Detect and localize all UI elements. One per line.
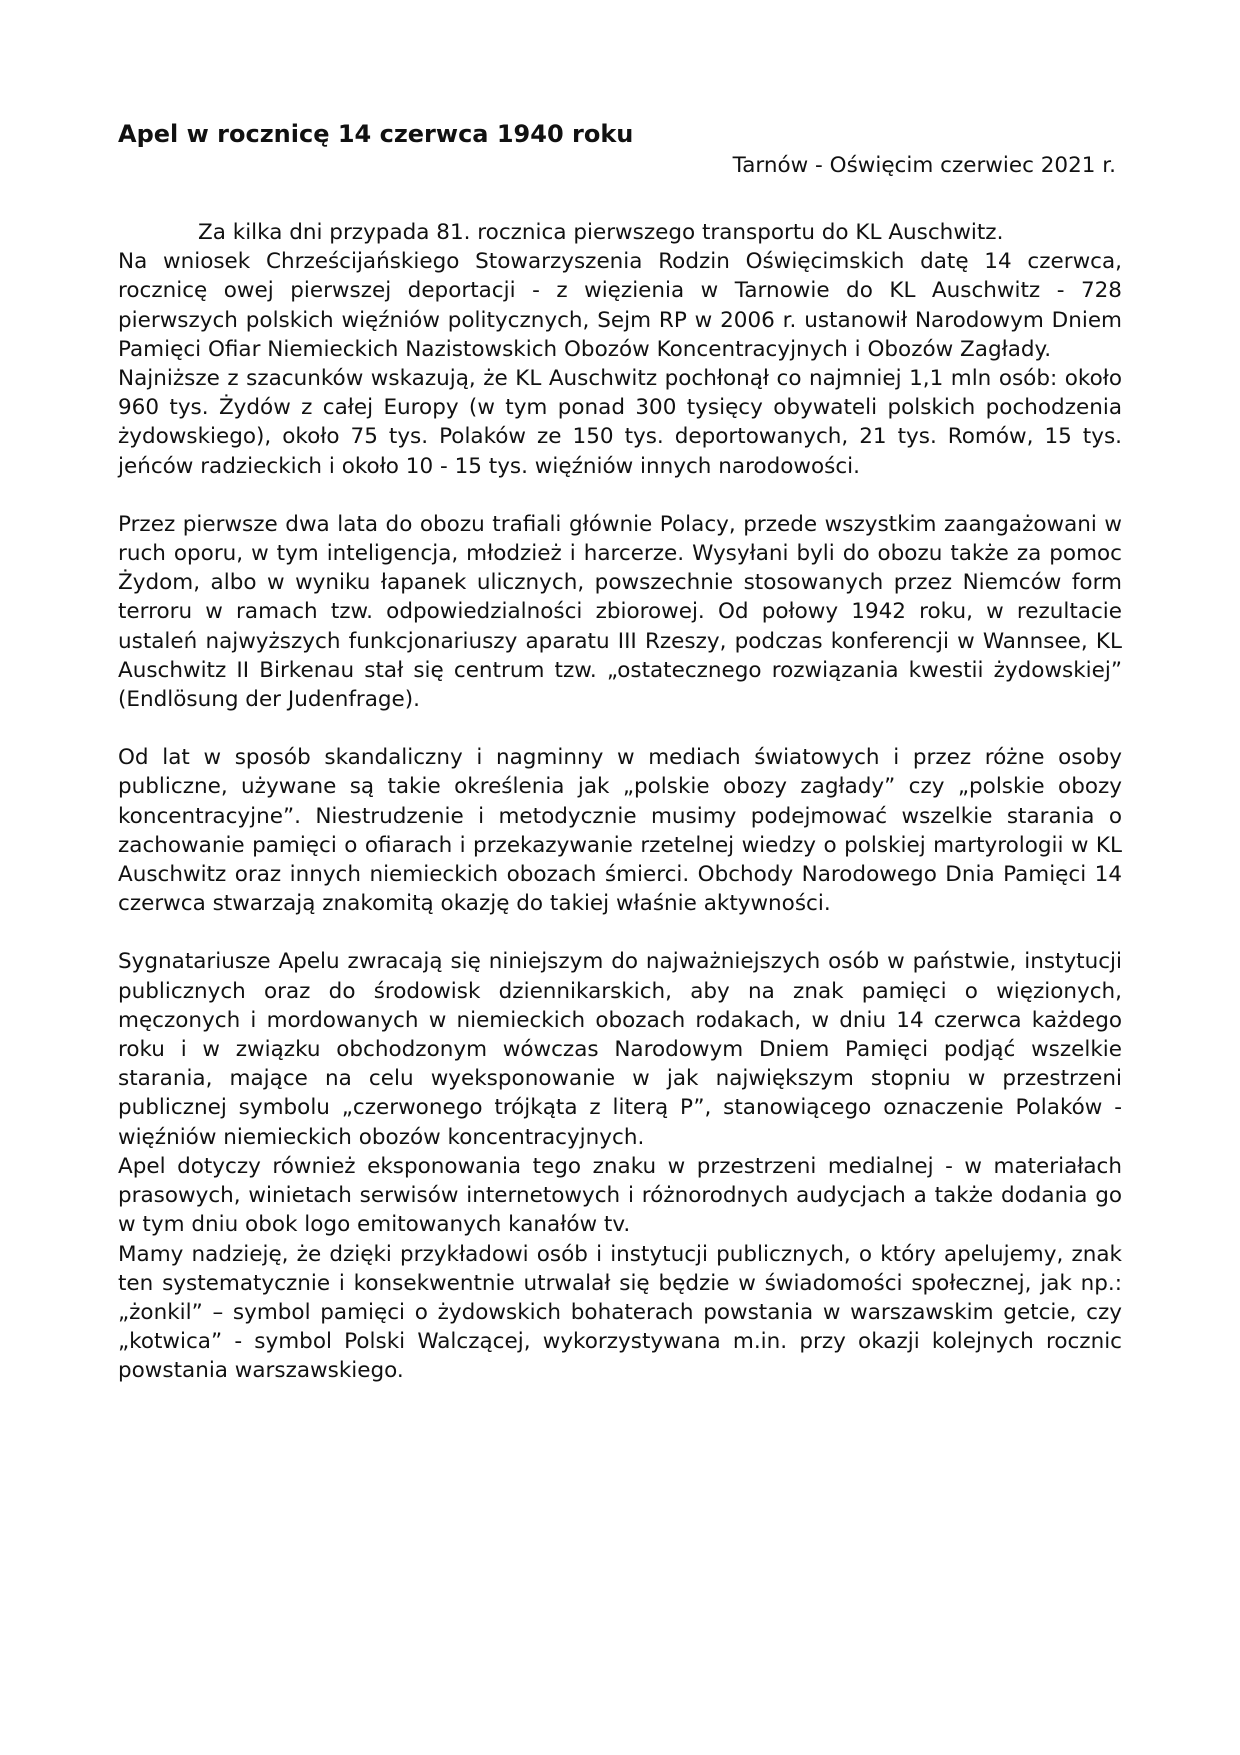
paragraph-signatories: Sygnatariusze Apelu zwracają się niniejszym do najważniejszych osób w państwie, instytucji publicznych oraz do środowisk dziennikarskich, aby na znak pamięci o więzionych, męczonych i mordowanych w niemieckich obozach rodakach, w dniu 14 czerwca każdego roku i w związku obchodzonym wówczas Narodowym Dniem Pamięci podjąć wszelkie starania, mające na celu wyeksponowanie w jak największym stopniu w przestrzeni publicznej symbolu „czerwonego trójkąta z literą P”, stanowiącego oznaczenie Polaków - więźniów niemieckich obozów koncentracyjnych. [118, 949, 1122, 1150]
paragraph-media: Od lat w sposób skandaliczny i nagminny w mediach światowych i przez różne osoby publiczne, używane są takie określenia jak „polskie obozy zagłady” czy „polskie obozy koncentracyjne”. Niestrudzenie i metodycznie musimy podejmować wszelkie starania o zachowanie pamięci o ofiarach i przekazywanie rzetelnej wiedzy o polskiej martyrologii w KL Auschwitz oraz innych niemieckich obozach śmierci. Obchody Narodowego Dnia Pamięci 14 czerwca stwarzają znakomitą okazję do takiej właśnie aktywności. [118, 745, 1122, 917]
paragraph-media-appeal: Apel dotyczy również eksponowania tego znaku w przestrzeni medialnej - w materiałach prasowych, winietach serwisów internetowych i różnorodnych audycjach a także dodania go w tym dniu obok logo emitowanych kanałów tv. [118, 1153, 1122, 1238]
place-date: Tarnów - Oświęcim czerwiec 2021 r. [732, 153, 1116, 178]
document-body [118, 218, 1122, 1386]
document-page [118, 118, 1122, 1386]
paragraph-intro: Za kilka dni przypada 81. rocznica pierwszego transportu do KL Auschwitz. [198, 220, 1004, 245]
paragraph-victims: Najniższe z szacunków wskazują, że KL Auschwitz pochłonął co najmniej 1,1 mln osób: około 960 tys. Żydów z całej Europy (w tym ponad 300 tysięcy obywateli polskich pochodzenia żydowskiego), około 75 tys. Polaków ze 150 tys. deportowanych, 21 tys. Romów, 15 tys. jeńców radzieckich i około 10 - 15 tys. więźniów innych narodowości. [118, 366, 1122, 479]
paragraph-hope: Mamy nadzieję, że dzięki przykładowi osób i instytucji publicznych, o który apelujemy, znak ten systematycznie i konsekwentnie utrwalał się będzie w świadomości społecznej, jak np.: „żonkil” – symbol pamięci o żydowskich bohaterach powstania w warszawskim getcie, czy „kotwica” - symbol Polski Walczącej, wykorzystywana m.in. przy okazji kolejnych rocznic powstania warszawskiego. [118, 1241, 1122, 1384]
paragraph-sejm: Na wniosek Chrześcijańskiego Stowarzyszenia Rodzin Oświęcimskich datę 14 czerwca, rocznicę owej pierwszej deportacji - z więzienia w Tarnowie do KL Auschwitz - 728 pierwszych polskich więźniów politycznych, Sejm RP w 2006 r. ustanowił Narodowym Dniem Pamięci Ofiar Niemieckich Nazistowskich Obozów Koncentracyjnych i Obozów Zagłady. [118, 249, 1122, 362]
document-title: Apel w rocznicę 14 czerwca 1940 roku [118, 120, 634, 148]
paragraph-first-years: Przez pierwsze dwa lata do obozu trafiali głównie Polacy, przede wszystkim zaangażowani w ruch oporu, w tym inteligencja, młodzież i harcerze. Wysyłani byli do obozu także za pomoc Żydom, albo w wyniku łapanek ulicznych, powszechnie stosowanych przez Niemców form terroru w ramach tzw. odpowiedzialności zbiorowej. Od połowy 1942 roku, w rezultacie ustaleń najwyższych funkcjonariuszy aparatu III Rzeszy, podczas konferencji w Wannsee, KL Auschwitz II Birkenau stał się centrum tzw. „ostatecznego rozwiązania kwestii żydowskiej” (Endlösung der Judenfrage). [118, 511, 1122, 713]
